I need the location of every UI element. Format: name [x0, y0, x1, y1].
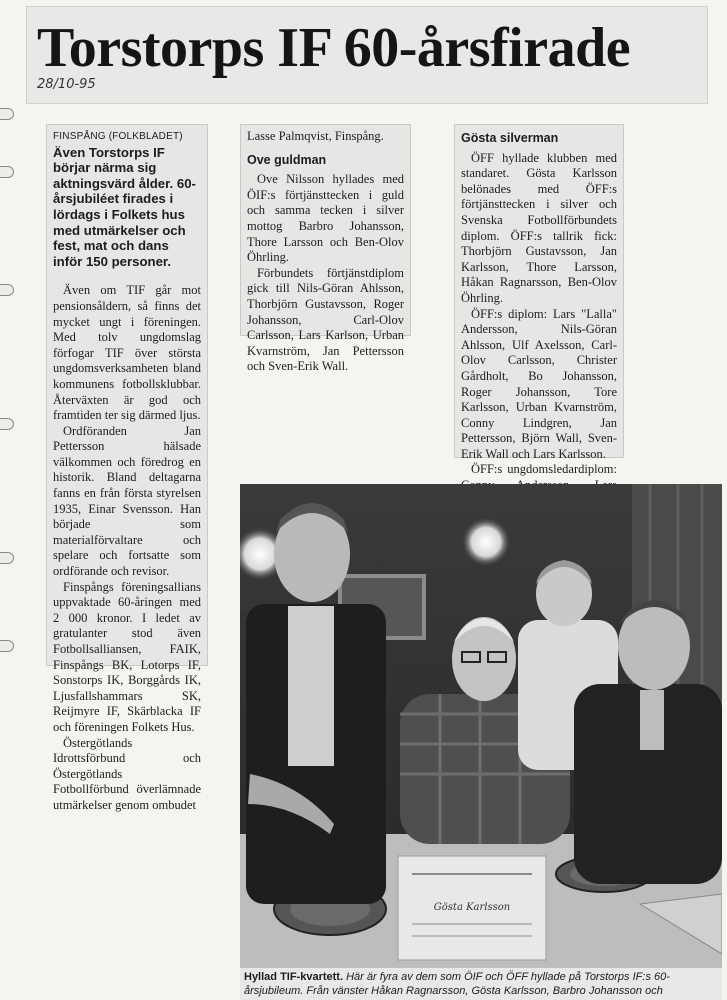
paragraph: Förbundets förtjänstdiplom gick till Nils-Göran Ahlsson, Thorbjörn Gustavsson, Roger Johansson, Carl-Olov Carlsson, Lars Karlson, Urban Kvarnström, Jan Pettersson och Sven-Erik Wall. — [247, 265, 404, 374]
caption-lead: Hyllad TIF-kvartett. — [244, 971, 344, 983]
headline: Torstorps IF 60-årsfirade — [37, 17, 631, 79]
paragraph: ÖFF:s ungdomsledardiplom: — [471, 462, 617, 477]
punch-hole — [0, 640, 14, 652]
paragraph: Även om TIF går mot pensionsåldern, så finns det mycket ungt i föreningen. Med tolv ungdomslag förfogar TIF över största ungdomsverksamheten bland kommunens fotbollsklubbar. Återväxten är god och framtiden ter sig därmed ljus. — [53, 283, 201, 423]
group-photo-illustration — [240, 484, 722, 970]
binder-holes — [0, 100, 16, 660]
handwritten-date: 28/10-95 — [37, 77, 96, 92]
group-photo — [240, 484, 722, 970]
article-column-3 — [454, 124, 624, 477]
paragraph: Ove Nilsson hyllades med ÖIF:s förtjänsttecken i guld och samma tecken i silver mottog Barbro Johansson, Thore Larsson och Ben-Olov Öhrling. — [247, 172, 404, 265]
paragraph: ÖFF:s diplom: Lars "Lalla" Andersson, Nils-Göran Ahlsson, Ulf Axelsson, Carl-Olov Carlsson, Christer Gårdholt, Bo Johansson, Roger Johansson, Tore Karlsson, Urban Kvarnström, Conny Lindgren, Jan Pettersson, Björn Wall, Sven-Erik Wall och Lars Karlsson. — [461, 306, 617, 461]
punch-hole — [0, 418, 14, 430]
photo-caption — [240, 968, 722, 1000]
article-column-1 — [46, 124, 208, 812]
punch-hole — [0, 166, 14, 178]
ingress: Även Torstorps IF börjar närma sig aktningsvärd ålder. 60-årsjubiléet firades i lördags i Folkets hus med utmärkelser och fest, mat och dans inför 150 personer. — [53, 144, 196, 269]
headline-clipping — [26, 6, 708, 104]
paragraph: Finspångs föreningsallians uppvaktade 60-åringen med 2 000 kronor. I ledet av gratulanter stod även Fotbollsalliansen, FAIK, Finspångs BK, Lotorps IF, Sonstorps IK, Borggårds IK, Ljusfallshammars SK, Reijmyre IF, Skärblacka IF och föreningen Folkets Hus. — [53, 579, 201, 734]
paragraph: ÖFF hyllade klubben med standaret. Gösta Karlsson belönades med ÖFF:s förtjänsttecken i silver och Svenska Fotbollförbundets diplom. ÖFF:s tallrik fick: Thorbjörn Gustavsson, Jan Karlsson, Thore Larsson, Håkan Ragnarsson, Ben-Olov Öhrling. — [461, 150, 617, 305]
punch-hole — [0, 108, 14, 120]
article-column-2 — [240, 124, 411, 374]
punch-hole — [0, 284, 14, 296]
subhead-gosta-silverman: Gösta silverman — [461, 131, 559, 145]
byline: FINSPÅNG (FOLKBLADET) — [53, 131, 183, 142]
subhead-ove-guldman: Ove guldman — [247, 152, 327, 167]
paragraph: Östergötlands Idrottsförbund och Östergötlands Fotbollförbund överlämnade utmärkelser genom ombudet — [53, 735, 201, 812]
paragraph: Ordföranden Jan Pettersson hälsade välkommen och föredrog en historik. Bland deltagarna fanns en från första styrelsen 1935, Einar Svensson. Han började som materialförvaltare och spelare och fortsatte som ordförande och revisor. — [53, 423, 201, 579]
diploma-text: Gösta Karlsson — [433, 902, 511, 913]
continuation-line: Lasse Palmqvist, Finspång. — [247, 129, 384, 143]
punch-hole — [0, 552, 14, 564]
caption-body: Här är fyra av dem som ÖIF och ÖFF hyllade på Torstorps IF:s 60-årsjubileum. Från vänster Håkan Ragnarsson, Gösta Karlsson, Barbro Johansson och — [244, 971, 670, 997]
